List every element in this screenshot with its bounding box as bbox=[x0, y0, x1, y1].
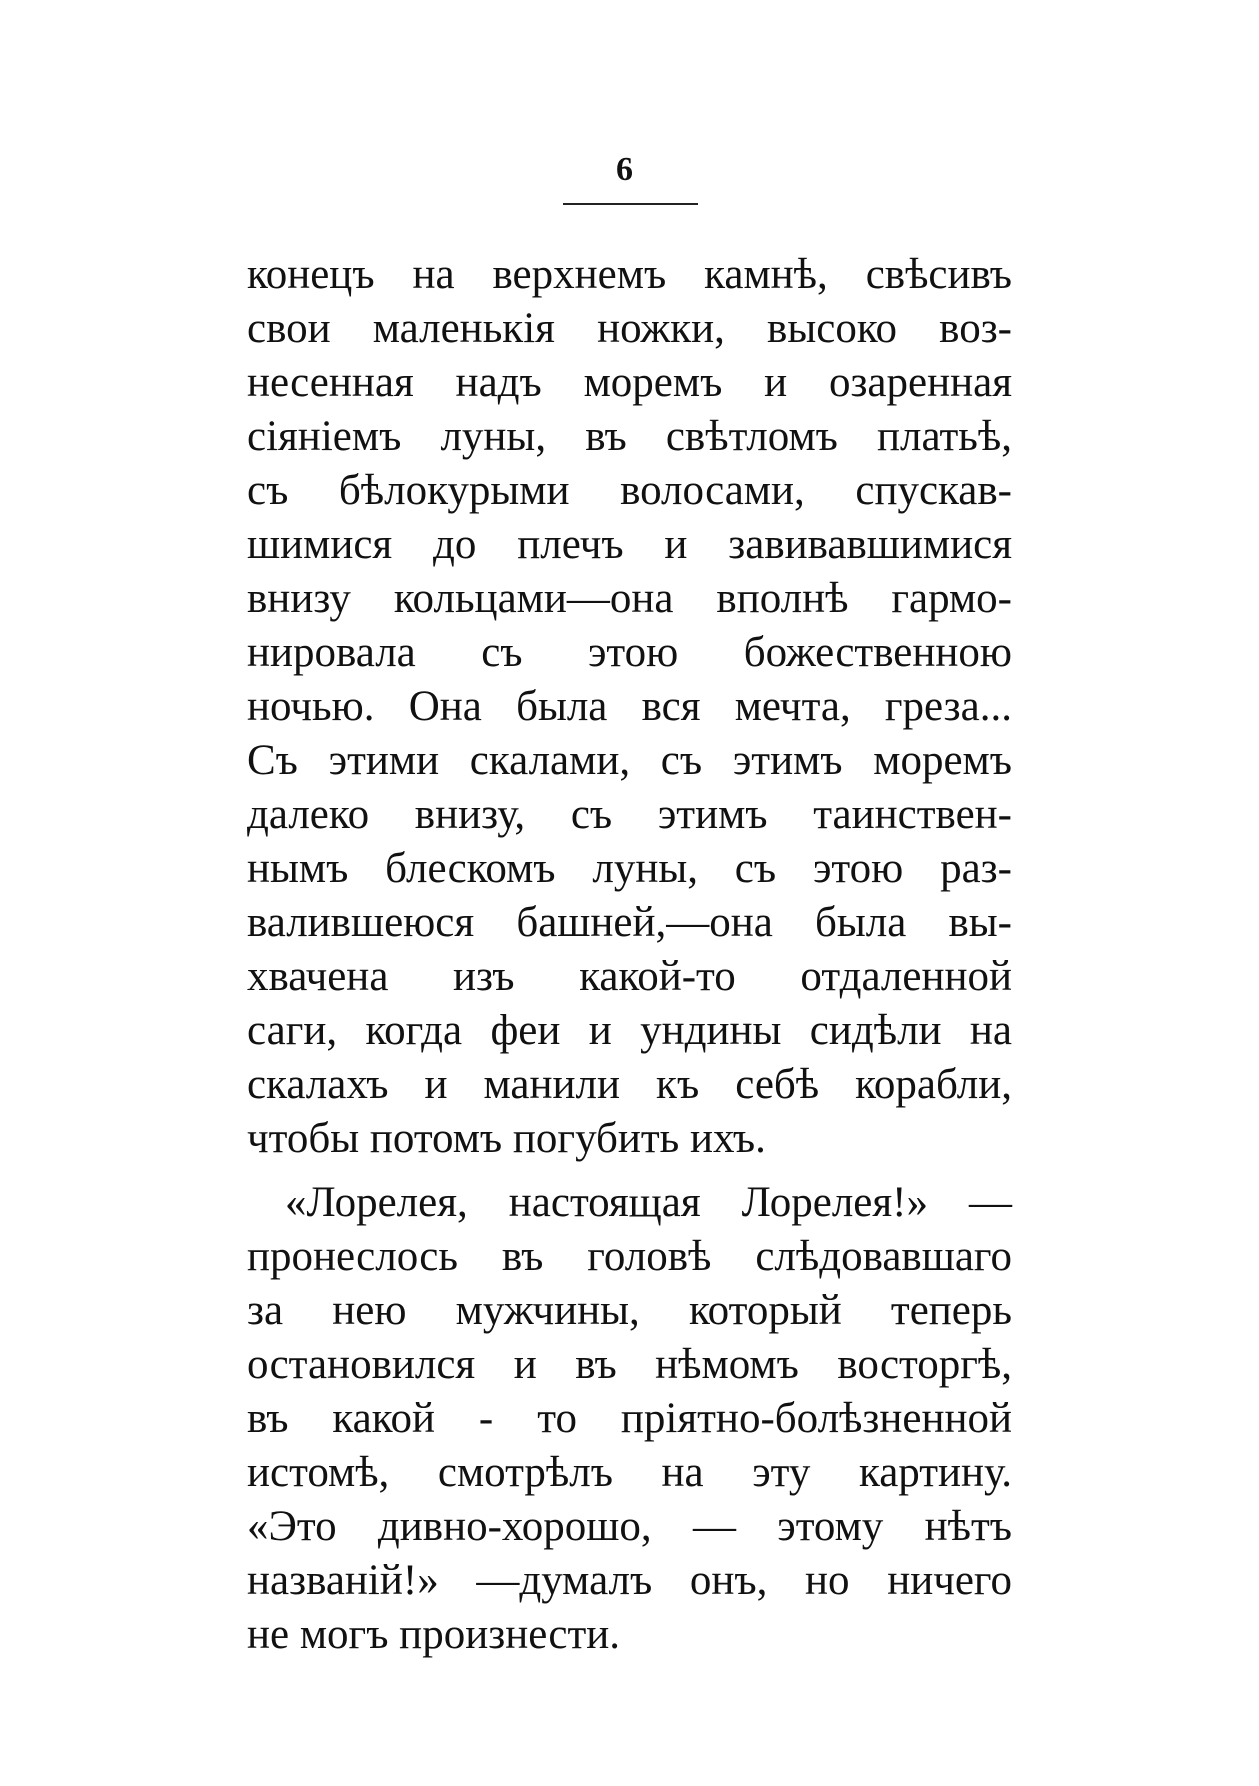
text-line: въ какой - то пріятно-болѣзненной bbox=[247, 1395, 1012, 1442]
text-line: пронеслось въ головѣ слѣдовавшаго bbox=[247, 1233, 1012, 1280]
text-line: названій!» —думалъ онъ, но ничего bbox=[247, 1557, 1012, 1604]
text-line: остановился и въ нѣмомъ восторгѣ, bbox=[247, 1341, 1012, 1388]
text-line: скалахъ и манили къ себѣ корабли, bbox=[247, 1061, 1012, 1108]
text-line: свои маленькія ножки, высоко воз- bbox=[247, 305, 1012, 352]
page-number bbox=[0, 150, 1259, 190]
text-line: валившеюся башней,—она была вы- bbox=[247, 899, 1012, 946]
text-line: конецъ на верхнемъ камнѣ, свѣсивъ bbox=[247, 251, 1012, 298]
text-line: «Лорелея, настоящая Лорелея!» — bbox=[285, 1179, 1012, 1226]
text-line: «Это дивно-хорошо, — этому нѣтъ bbox=[247, 1503, 1012, 1550]
text-line: чтобы потомъ погубить ихъ. bbox=[247, 1115, 766, 1162]
text-line: шимися до плечъ и завивавшимися bbox=[247, 521, 1012, 568]
text-line: съ бѣлокурыми волосами, спускав- bbox=[247, 467, 1012, 514]
text-line: ночью. Она была вся мечта, греза... bbox=[247, 683, 1012, 730]
header-rule bbox=[563, 203, 698, 205]
text-line: Съ этими скалами, съ этимъ моремъ bbox=[247, 737, 1012, 784]
text-line: внизу кольцами—она вполнѣ гармо- bbox=[247, 575, 1012, 622]
text-line: истомѣ, смотрѣлъ на эту картину. bbox=[247, 1449, 1012, 1496]
text-line: далеко внизу, съ этимъ таинствен- bbox=[247, 791, 1012, 838]
text-line: сіяніемъ луны, въ свѣтломъ платьѣ, bbox=[247, 413, 1012, 460]
text-line: несенная надъ моремъ и озаренная bbox=[247, 359, 1012, 406]
text-line: нымъ блескомъ луны, съ этою раз- bbox=[247, 845, 1012, 892]
text-line: хвачена изъ какой-то отдаленной bbox=[247, 953, 1012, 1000]
text-line: не могъ произнести. bbox=[247, 1611, 620, 1658]
text-line: нировала съ этою божественною bbox=[247, 629, 1012, 676]
page-number-text: 6 bbox=[616, 151, 633, 188]
body-text bbox=[247, 248, 1012, 1662]
text-line: за нею мужчины, который теперь bbox=[247, 1287, 1012, 1334]
text-line: саги, когда феи и ундины сидѣли на bbox=[247, 1007, 1012, 1054]
